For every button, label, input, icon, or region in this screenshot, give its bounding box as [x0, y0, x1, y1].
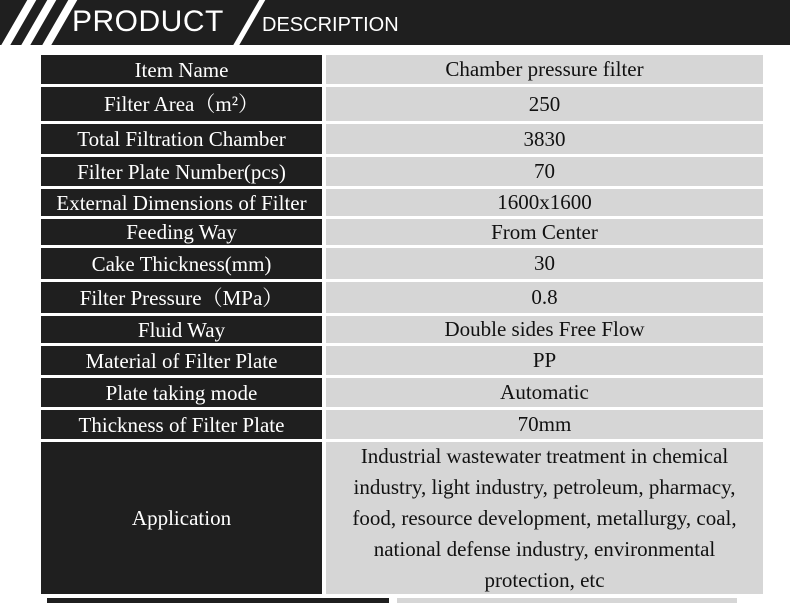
table-row — [41, 248, 763, 279]
table-row — [41, 282, 763, 313]
row-label: Filter Area（m²） — [41, 87, 322, 121]
row-value: Automatic — [326, 378, 763, 407]
row-label: Application — [41, 442, 322, 594]
table-row — [41, 219, 763, 245]
row-label: Filter Pressure（MPa） — [41, 282, 322, 313]
row-value: PP — [326, 346, 763, 375]
table-row — [41, 442, 763, 594]
row-value: 250 — [326, 87, 763, 121]
row-value: Industrial wastewater treatment in chemical industry, light industry, petroleum, pharmacy, food, resource development, metallurgy, coal, national defense industry, environmental protection, etc — [326, 442, 763, 594]
row-value: 0.8 — [326, 282, 763, 313]
row-label: Feeding Way — [41, 219, 322, 245]
bottom-divider — [41, 598, 763, 603]
table-row — [41, 378, 763, 407]
banner-title: PRODUCT — [72, 5, 224, 38]
row-label: External Dimensions of Filter — [41, 189, 322, 216]
row-value: 70 — [326, 157, 763, 186]
row-label: Plate taking mode — [41, 378, 322, 407]
table-row — [41, 157, 763, 186]
table-row — [41, 316, 763, 343]
row-value: 30 — [326, 248, 763, 279]
table-row — [41, 124, 763, 154]
table-row — [41, 346, 763, 375]
row-label: Thickness of Filter Plate — [41, 410, 322, 439]
row-label: Filter Plate Number(pcs) — [41, 157, 322, 186]
table-row — [41, 410, 763, 439]
row-value: Chamber pressure filter — [326, 55, 763, 84]
table-row — [41, 87, 763, 121]
row-value: Double sides Free Flow — [326, 316, 763, 343]
row-value: 3830 — [326, 124, 763, 154]
row-value: 1600x1600 — [326, 189, 763, 216]
row-label: Fluid Way — [41, 316, 322, 343]
row-value: From Center — [326, 219, 763, 245]
row-label: Material of Filter Plate — [41, 346, 322, 375]
row-value: 70mm — [326, 410, 763, 439]
table-row — [41, 55, 763, 84]
bottom-divider-dark — [47, 598, 389, 603]
row-label: Cake Thickness(mm) — [41, 248, 322, 279]
row-label: Total Filtration Chamber — [41, 124, 322, 154]
spec-table — [41, 55, 763, 597]
header-banner — [0, 0, 790, 45]
table-row — [41, 189, 763, 216]
bottom-divider-light — [397, 598, 737, 603]
row-label: Item Name — [41, 55, 322, 84]
banner-subtitle: DESCRIPTION — [262, 14, 399, 36]
